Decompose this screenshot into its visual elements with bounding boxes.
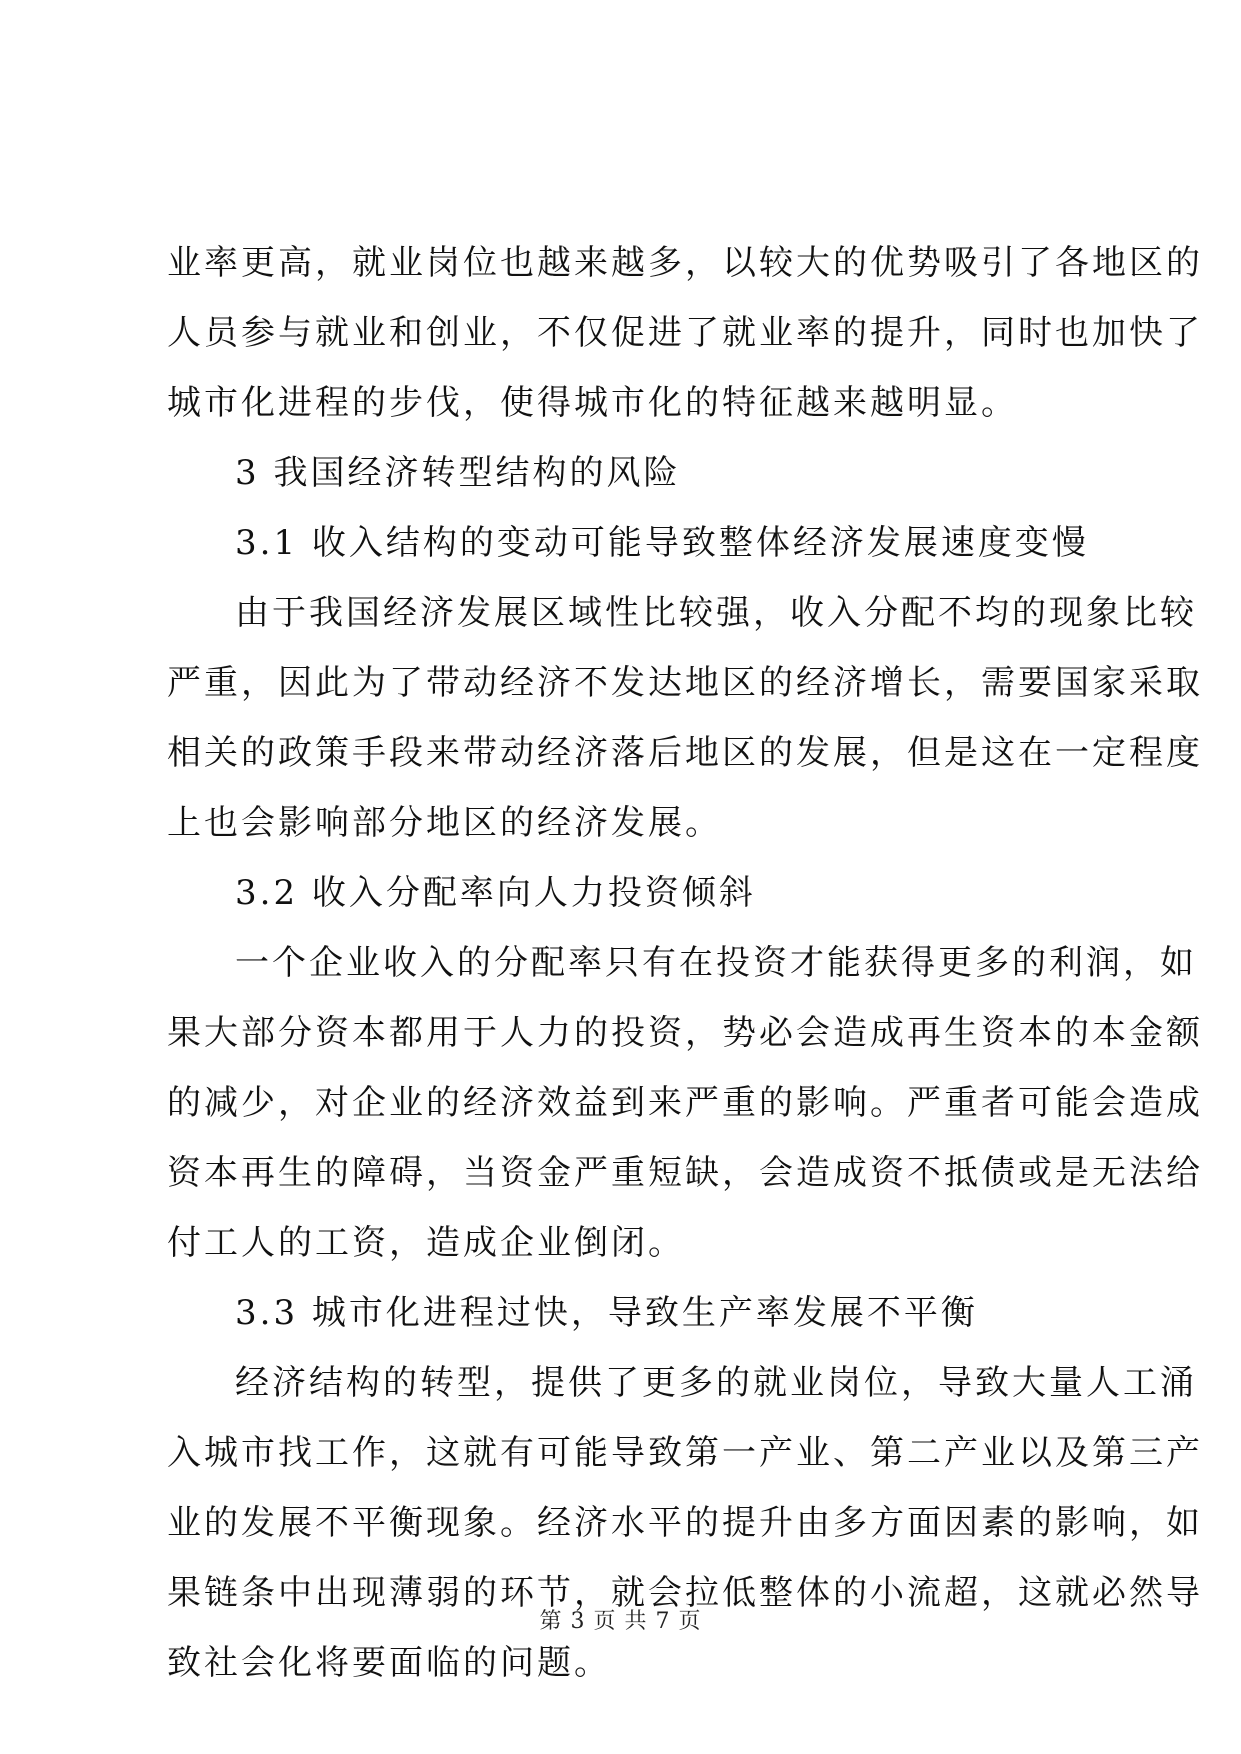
text-line: 3.1 收入结构的变动可能导致整体经济发展速度变慢	[235, 523, 1089, 563]
document-body	[167, 228, 1203, 1698]
text-line: 的减少，对企业的经济效益到来严重的影响。严重者可能会造成	[167, 1083, 1203, 1123]
text-line: 人员参与就业和创业，不仅促进了就业率的提升，同时也加快了	[167, 313, 1203, 353]
text-line: 3 我国经济转型结构的风险	[235, 453, 681, 493]
text-line: 付工人的工资，造成企业倒闭。	[167, 1223, 685, 1263]
text-line: 入城市找工作，这就有可能导致第一产业、第二产业以及第三产	[167, 1433, 1203, 1473]
text-line: 严重，因此为了带动经济不发达地区的经济增长，需要国家采取	[167, 663, 1203, 703]
text-line: 经济结构的转型，提供了更多的就业岗位，导致大量人工涌	[235, 1363, 1197, 1403]
text-line: 果链条中出现薄弱的环节，就会拉低整体的小流超，这就必然导	[167, 1573, 1203, 1613]
text-line: 业的发展不平衡现象。经济水平的提升由多方面因素的影响，如	[167, 1503, 1203, 1543]
text-line: 城市化进程的步伐，使得城市化的特征越来越明显。	[167, 383, 1018, 423]
text-line: 一个企业收入的分配率只有在投资才能获得更多的利润，如	[235, 943, 1197, 983]
text-line: 上也会影响部分地区的经济发展。	[167, 803, 722, 843]
text-line: 由于我国经济发展区域性比较强，收入分配不均的现象比较	[235, 593, 1197, 633]
text-line: 相关的政策手段来带动经济落后地区的发展，但是这在一定程度	[167, 733, 1203, 773]
text-line: 致社会化将要面临的问题。	[167, 1643, 611, 1683]
page-footer: 第 3 页 共 7 页	[539, 1609, 702, 1634]
text-line: 果大部分资本都用于人力的投资，势必会造成再生资本的本金额	[167, 1013, 1203, 1053]
text-line: 3.2 收入分配率向人力投资倾斜	[235, 873, 756, 913]
text-line: 业率更高，就业岗位也越来越多，以较大的优势吸引了各地区的	[167, 243, 1203, 283]
text-line: 资本再生的障碍，当资金严重短缺，会造成资不抵债或是无法给	[167, 1153, 1203, 1193]
text-line: 3.3 城市化进程过快，导致生产率发展不平衡	[235, 1293, 978, 1333]
